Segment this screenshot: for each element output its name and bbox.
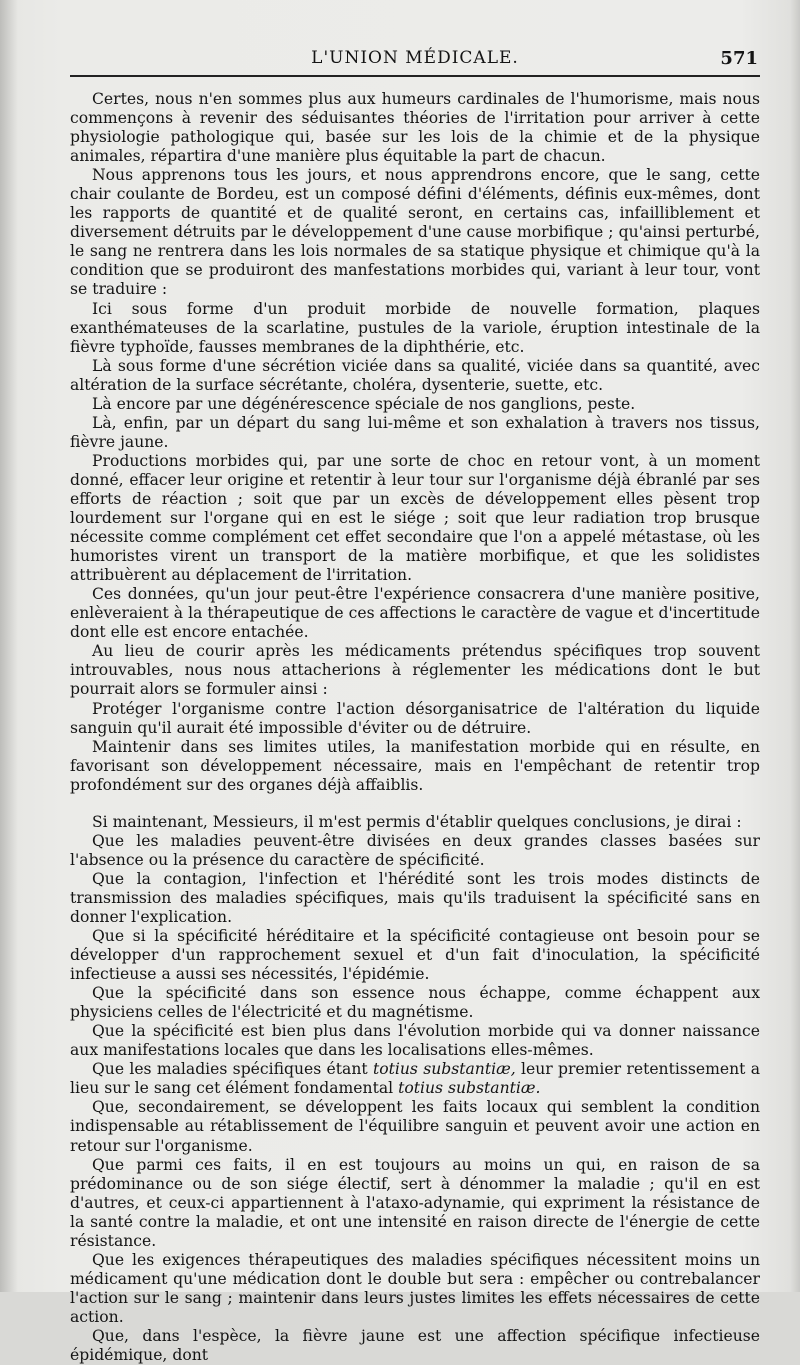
paragraph: Maintenir dans ses limites utiles, la manifestation morbide qui en résulte, en favorisant son développement nécessaire, mais en l'empêchant de retentir trop profondément sur des organes déjà affaiblis. xyxy=(70,737,760,794)
paragraph: Certes, nous n'en sommes plus aux humeurs cardinales de l'humorisme, mais nous commençons à revenir des séduisantes théories de l'irritation pour arriver à cette physiologie pathologique qui, basée sur les lois de la chimie et de la physique animales, répartira d'une manière plus équitable la part de chacun. xyxy=(70,90,760,166)
paragraph: Que la spécificité est bien plus dans l'évolution morbide qui va donner naissance aux manifestations locales que dans les localisations elles-mêmes. xyxy=(70,1022,760,1060)
paragraph: Que les maladies peuvent-être divisées en deux grandes classes basées sur l'absence ou la présence du caractère de spécificité. xyxy=(70,831,760,869)
paragraph-conclusions-intro: Si maintenant, Messieurs, il m'est permis d'établir quelques conclusions, je dirai : xyxy=(92,812,742,831)
paragraph: Que la contagion, l'infection et l'hérédité sont les trois modes distincts de transmission des maladies spécifiques, mais qu'ils traduisent la spécificité sans en donner l'explication. xyxy=(70,869,760,926)
paragraph: Que si la spécificité héréditaire et la spécificité contagieuse ont besoin pour se développer d'un rapprochement sexuel et d'un fait d'inoculation, la spécificité infectieuse a aussi ses nécessités, l'épidémie. xyxy=(70,927,760,984)
running-header xyxy=(70,44,760,74)
paragraph: Nous apprenons tous les jours, et nous apprendrons encore, que le sang, cette chair coulante de Bordeu, est un composé défini d'éléments, définis eux-mêmes, dont les rapports de quantité et de qualité seront, en certains cas, infailliblement et diversement détruits par le développement d'une cause morbifique ; qu'ainsi perturbé, le sang ne rentrera dans les lois normales de sa statique physique et chimique qu'à la condition que se produiront des manfestations morbides qui, variant à leur tour, vont se traduire : xyxy=(70,166,760,299)
running-title: L'UNION MÉDICALE. xyxy=(311,48,519,68)
italic-phrase: totius substantiæ, xyxy=(372,1060,516,1079)
paragraph: Productions morbides qui, par une sorte de choc en retour vont, à un moment donné, effacer leur origine et retentir à leur tour sur l'organisme déjà ébranlé par ses efforts de réaction ; soit que par un excès de développement elles pèsent trop lourdement sur l'organe qui en est le siége ; soit que leur radiation trop brusque nécessite comme complément cet effet secondaire que l'on a appelé métastase, où les humoristes virent un transport de la matière morbifique, et que les solidistes attribuèrent au déplacement de l'irritation. xyxy=(70,451,760,585)
paragraph: Là, enfin, par un départ du sang lui-même et son exhalation à travers nos tissus, fièvre jaune. xyxy=(70,413,760,451)
paragraph-with-italics xyxy=(70,1060,760,1098)
paragraph: Là encore par une dégénérescence spéciale de nos ganglions, peste. xyxy=(92,394,636,413)
paragraph: Au lieu de courir après les médicaments prétendus spécifiques trop souvent introuvables, nous nous attacherions à réglementer les médications dont le but pourrait alors se formuler ainsi : xyxy=(70,642,760,699)
paragraph: Que, dans l'espèce, la fièvre jaune est une affection spécifique infectieuse épidémique, dont xyxy=(70,1327,760,1365)
text-run: leur premier retentissement a lieu sur le sang cet élément fondamental xyxy=(70,1060,760,1098)
paragraph: Que parmi ces faits, il en est toujours au moins un qui, en raison de sa prédominance ou de son siége électif, sert à dénommer la maladie ; qu'il en est d'autres, et ceux-ci appartiennent à l'ataxo-adynamie, qui expriment la résistance de la santé contre la maladie, et ont une intensité en raison directe de l'énergie de cette résistance. xyxy=(70,1155,760,1250)
body-text xyxy=(70,90,760,1365)
paragraph: Protéger l'organisme contre l'action désorganisatrice de l'altération du liquide sanguin qu'il aurait été impossible d'éviter ou de détruire. xyxy=(70,699,760,737)
page-number: 571 xyxy=(720,48,758,69)
paragraph: Que la spécificité dans son essence nous échappe, comme échappent aux physiciens celles de l'électricité et du magnétisme. xyxy=(70,984,760,1022)
paragraph: Ces données, qu'un jour peut-être l'expérience consacrera d'une manière positive, enlèveraient à la thérapeutique de ces affections le caractère de vague et d'incertitude dont elle est encore entachée. xyxy=(70,585,760,642)
paragraph: Que, secondairement, se développent les faits locaux qui semblent la condition indispensable au rétablissement de l'équilibre sanguin et peuvent avoir une action en retour sur l'organisme. xyxy=(70,1098,760,1155)
header-rule xyxy=(70,75,760,77)
paragraph: Là sous forme d'une sécrétion viciée dans sa qualité, viciée dans sa quantité, avec altération de la surface sécrétante, choléra, dysenterie, suette, etc. xyxy=(70,356,760,394)
paragraph: Que les exigences thérapeutiques des maladies spécifiques nécessitent moins un médicament qu'une médication dont le double but sera : empêcher ou contrebalancer l'action sur le sang ; maintenir dans leurs justes limites les effets nécessaires de cette action. xyxy=(70,1250,760,1326)
paragraph: Ici sous forme d'un produit morbide de nouvelle formation, plaques exanthémateuses de la scarlatine, pustules de la variole, éruption intestinale de la fièvre typhoïde, fausses membranes de la diphthérie, etc. xyxy=(70,299,760,356)
text-run: Que les maladies spécifiques étant xyxy=(92,1060,373,1079)
italic-phrase: totius substantiæ. xyxy=(398,1079,541,1098)
